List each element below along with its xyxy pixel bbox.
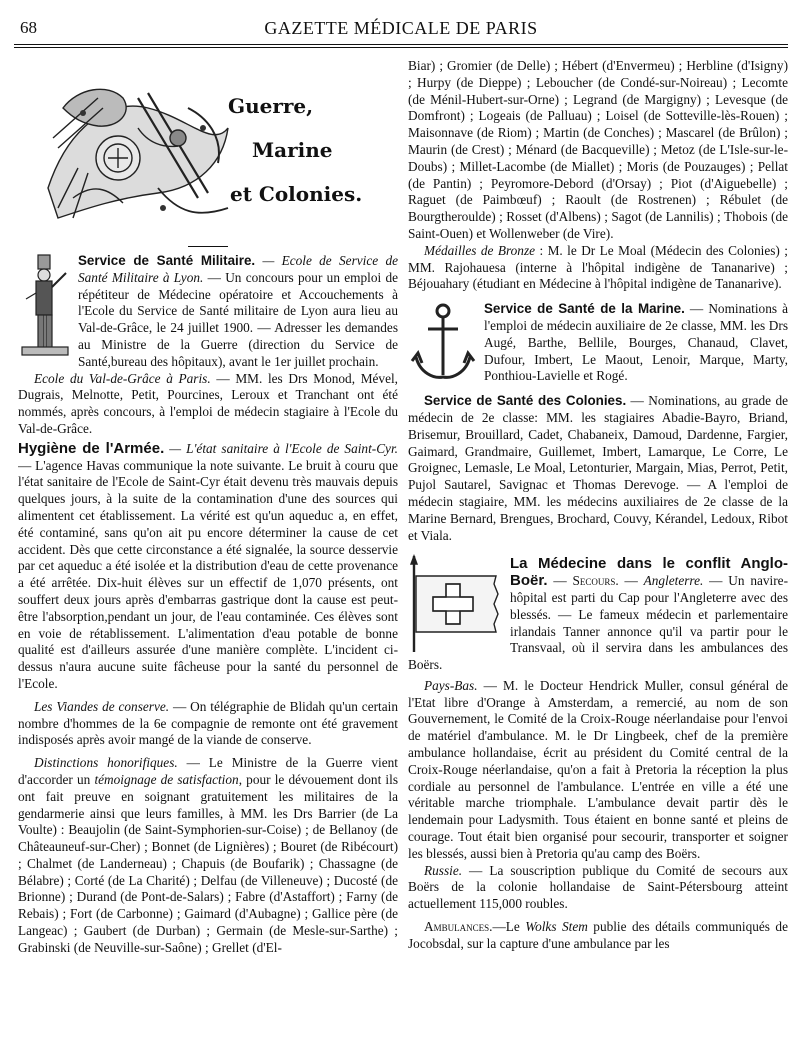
page-number: 68 <box>20 18 37 37</box>
left-column <box>18 50 398 1050</box>
red-cross-flag-icon <box>408 554 504 654</box>
vdg-label: Ecole du Val-de-Grâce à Paris. <box>34 370 211 386</box>
drum-major-illustration <box>18 253 72 363</box>
ambulances-emphasis: Wolks Stem <box>525 919 588 935</box>
ambulances-text-1: —Le <box>492 919 526 935</box>
military-trophy-illustration <box>38 68 238 228</box>
distinctions-emphasis: témoignage de satisfaction <box>94 771 239 787</box>
hygiene-subtitle: — L'état sanitaire à l'Ecole de Saint-Cyr. <box>164 440 398 456</box>
right-column <box>408 58 788 1050</box>
boer-title: La Médecine dans le conflit Anglo-Boër. <box>510 555 788 590</box>
banner-line-guerre: Guerre, <box>228 94 314 118</box>
section-divider <box>188 246 228 247</box>
paysbas-label: Pays-Bas. <box>424 677 478 693</box>
paysbas-text: — M. le Docteur Hendrick Muller, consul général de l'Etat libre d'Orange à Amsterdam, a remercié, au nom de son Gouvernement, le Comité de la Croix-Rouge néerlandaise pour l'envoi de matériel d'ambulance. M. le Dr Lingbeek, chef de la première ambulance hollandaise, écrit au président du Comité central de la Croix-Rouge néerlandaise, qu'on a fait à Pretoria la réception la plus cordiale au personnel de l'ambulance. L'entrée en ville a été une véritable marche triomphale. L'ambulance devait partir dès le lendemain pour Ladysmith. Tous étaient en bonne santé et pleins de courage. Tout était bien organisé pour secourir, transporter et soigner les blessés, aussi bien à Pretoria qu'au camp des Boërs. <box>408 677 788 861</box>
russie-label: Russie. <box>424 862 463 878</box>
boer-angleterre: Angleterre. <box>643 573 704 589</box>
anchor-icon <box>408 301 478 385</box>
sm-title: Service de Santé Militaire. <box>78 253 256 268</box>
medailles-text: : M. le Dr Le Moal (Médecin des Colonies) ; MM. Rajohauesa (interne à l'hôpital indigène de Tananarive) ; Béjouahary (étudiant en Médecine à l'hôpital indigène de Tananarive). <box>408 242 788 292</box>
ambulances-text-2: publie des détails communiqués de Jocobsdal, sur la capture d'une ambulance par les <box>408 919 788 951</box>
hygiene-title: Hygiène de l'Armée. <box>18 439 165 457</box>
viandes-text: — On télégraphie de Blidah qu'un certain nombre d'hommes de la 6e compagnie de remonte ont été gravement indisposés après avoir mangé de la viande de conserve. <box>18 698 398 748</box>
header-rule-2 <box>14 47 788 48</box>
marine-text: — Nominations à l'emploi de médecin auxiliaire de 2e classe, MM. les Drs Augé, Barthe, Bellile, Bourges, Chanaud, Clavet, Dufour, Imbert, Le Maout, Lenoir, Marque, Marty, Ponthiou-Lavielle et Rogé. <box>484 301 788 384</box>
marine-title: Service de Santé de la Marine. <box>484 301 685 317</box>
distinctions-label: Distinctions honorifiques. <box>34 755 178 771</box>
banner-line-colonies: et Colonies. <box>230 182 363 206</box>
sm-subtitle: — Ecole de Service de Santé Militaire à Lyon. <box>78 253 398 285</box>
section-banner <box>18 50 398 236</box>
header-rule <box>14 44 788 45</box>
distinctions-continued: Biar) ; Gromier (de Delle) ; Hébert (d'Envermeu) ; Herbline (d'Isigny) ; Hurpy (de Dieppe) ; Leboucher (de Condé-sur-Noireau) ; Lecomte (de Ménil-Hubert-sur-Orne) ; Legrand (de Margigny) ; Levesque (de Domfront) ; Logeais (de Palluau) ; Loisel (de Sotteville-lès-Rouen) ; Maisonnave (de Riom) ; Martin (de Conches) ; Mascarel (de Brûlon) ; Maurin (de Crest) ; Ménard (de Bacqueville) ; Metoz (de L'Isle-sur-le-Doubs) ; Millet-Lacombe (de Miallet) ; Moris (de Pouzauges) ; Pellat (de Pantin) ; Peyromore-Debord (d'Orsay) ; Piot (d'Aiguebelle) ; Raguet (de Paimbœuf) ; Raoult (de Rostrenen) ; Rébulet (de Bourgtheroulde) ; Rosset (d'Albens) ; Sagot (de Lannilis) ; Thobois (de Saint-Ouen) et Wollenweber (de Vire). <box>408 58 788 241</box>
banner-line-marine: Marine <box>252 138 333 162</box>
page-header <box>14 18 788 42</box>
medailles-label: Médailles de Bronze <box>424 242 536 258</box>
colonies-text: — Nominations, au grade de médecin de 2e classe: MM. les stagiaires Abadie-Bayro, Briand, Brisemur, Brouillard, Cadet, Chabaneix, Damoud, Dardenne, Fargier, Gaimard, Grandmaire, Guillemet, Imbert, Lamarque, Le Corre, Le Groignec, Lemasle, Le Moal, Letonturier, Margain, Mias, Perrot, Petit, Pujol Sautarel, Savignac et Thomas Derevoge. — A l'emploi de médecin stagiaire, MM. les médecins auxiliaires de 2e classe de la Marine Bernard, Brengues, Brochard, Couvy, Kérandel, Ledoux, Ribot et Viala. <box>408 393 788 543</box>
sm-paragraph: — Un concours pour un emploi de répétiteur de Médecine opératoire et Accouchements à l'Ecole du Service de Santé militaire de Lyon aura lieu au Val-de-Grâce, le 24 juillet 1900. — Adresser les demandes au Ministre de la Guerre (direction du Service de Santé,bureau des hôpitaux), avant le 1er juillet prochain. <box>78 269 398 369</box>
journal-title: GAZETTE MÉDICALE DE PARIS <box>264 18 538 38</box>
boer-secours: — Secours. — <box>547 573 644 589</box>
vdg-text: — MM. les Drs Monod, Mével, Dugrais, Melnotte, Petit, Pourcines, Leroux et Tranchant ont été nommés, après concours, à l'emploi de médecin stagiaire à l'Ecole du Val-de-Grâce. <box>18 370 398 436</box>
distinctions-text-1: — Le Ministre de la Guerre vient d'accorder un <box>18 755 398 787</box>
russie-text: — La souscription publique du Comité de secours aux Boërs de la colonie hollandaise de Saint-Pétersbourg atteint actuellement 115,000 roubles. <box>408 862 788 912</box>
colonies-title: Service de Santé des Colonies. <box>424 393 627 409</box>
boer-text: — Un navire-hôpital est parti du Cap pour l'Angleterre avec des blessés. — Le fameux médecin et parlementaire irlandais Tanner annonce qu'il va partir pour le Transvaal, où il servira dans les ambulances des Boërs. <box>408 573 788 673</box>
hygiene-text: — L'agence Havas communique la note suivante. Le bruit à couru que l'état sanitaire de l'Ecole de Saint-Cyr était devenu très mauvais depuis quelques jours, à la suite de la contamination d'une des sources qui alimentent cet établissement. La vérité est qu'un aqueduc a, en effet, été contaminé, sans qu'on ait pu encore déterminer la cause de cet accident. Dès que cette circonstance a été signalée, la source desservie par cet aqueduc a été isolée et la distribution d'eau de cette provenance a été arrêtée. Dix-huit élèves sur un effectif de 1,070 présents, ont souffert deux jours après d'embarras gastrique dont la cause est peut-être l'absorption,pendant un jour, de l'eau contaminée. Ces élèves sont en voie de rétablissement. L'alimentation d'eau potable de bonne qualité est d'ailleurs assurée d'une manière complète. L'incident ci-dessus n'aura aucune suite fâcheuse pour la santé du personnel de l'Ecole. <box>18 457 398 691</box>
distinctions-text-2: , pour le dévouement dont ils ont fait preuve en soignant gratuitement les militaires de la gendarmerie ainsi que leurs familles, à MM. les Drs Barrier (de La Voulte) : Beaujolin (de Saint-Symphorien-sur-Coise) ; de Bellanoy (de Châteauneuf-sur-Cher) ; Bonnet (de Lignières) ; Bouret (de Ribécourt) ; Chalmet (de Landerneau) ; Chapuis (de Boufarik) ; Chassagne (de Bélabre) ; Corté (de La Charité) ; Delfau (de Villeneuve) ; Ducosté (de Brionne) ; Durand (de Pont-de-Salars) ; Fabre (d'Astaffort) ; Farny (de Rebais) ; Fort (de Carbonne) ; Gaimard (d'Aubagne) ; Gallice père (de Langeac) ; Gaubert (de Durban) ; Germain (de Mesle-sur-Sarthe) ; Grabinski (de Neuville-sur-Saône) ; Grellet (d'El- <box>18 771 398 955</box>
viandes-label: Les Viandes de conserve. <box>34 698 170 714</box>
ambulances-label: Ambulances. <box>424 919 493 935</box>
